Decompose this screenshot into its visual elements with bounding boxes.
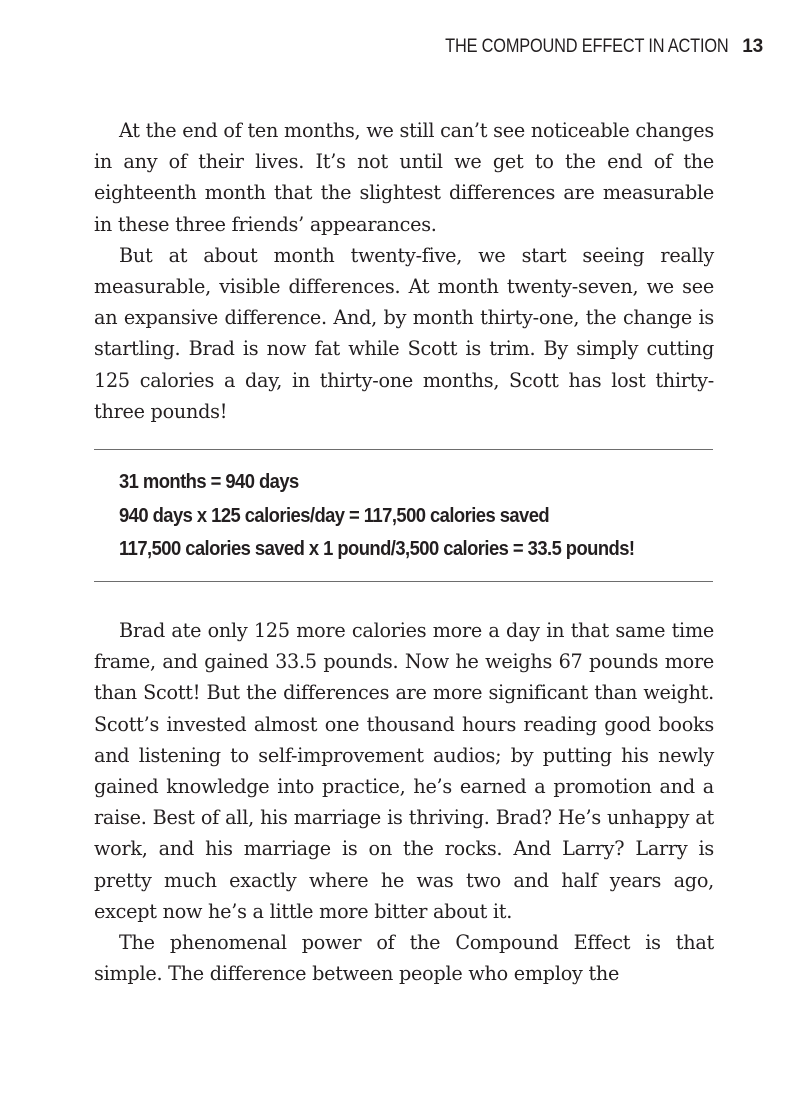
body-text-bottom xyxy=(94,615,714,989)
body-text-top xyxy=(94,115,714,427)
callout-bottom-rule xyxy=(94,581,713,582)
callout-top-rule xyxy=(94,449,713,450)
paragraph: The phenomenal power of the Compound Effect is that simple. The difference between people who employ the xyxy=(94,931,714,986)
paragraph: At the end of ten months, we still can’t see noticeable changes in any of their lives. It’s not until we get to the end of the eighteenth month that the slightest differences are measurable in these three friends’ appearances. xyxy=(94,119,714,236)
callout-line: 117,500 calories saved x 1 pound/3,500 calories = 33.5 pounds! xyxy=(119,538,635,560)
callout-line: 940 days x 125 calories/day = 117,500 calories saved xyxy=(119,504,550,527)
running-title: THE COMPOUND EFFECT IN ACTION xyxy=(444,36,729,57)
running-header xyxy=(399,36,763,58)
paragraph: But at about month twenty-five, we start seeing really measurable, visible differences. At month twenty-seven, we see an expansive difference. And, by month thirty-one, the change is startling. Brad is now fat while Scott is trim. By simply cutting 125 calories a day, in thirty-one months, Scott has lost thirty-three pounds! xyxy=(94,243,714,423)
calculation-callout xyxy=(119,466,679,567)
paragraph: Brad ate only 125 more calories more a day in that same time frame, and gained 33.5 pounds. Now he weighs 67 pounds more than Scott! But the differences are more significant than weight. Scott’s invested almost one thousand hours reading good books and listening to self-improvement audios; by putting his newly gained knowledge into practice, he’s earned a promotion and a raise. Best of all, his marriage is thriving. Brad? He’s unhappy at work, and his marriage is on the rocks. And Larry? Larry is pretty much exactly where he was two and half years ago, except now he’s a little more bitter about it. xyxy=(94,619,714,923)
page-number: 13 xyxy=(742,36,763,57)
callout-line: 31 months = 940 days xyxy=(119,471,299,493)
